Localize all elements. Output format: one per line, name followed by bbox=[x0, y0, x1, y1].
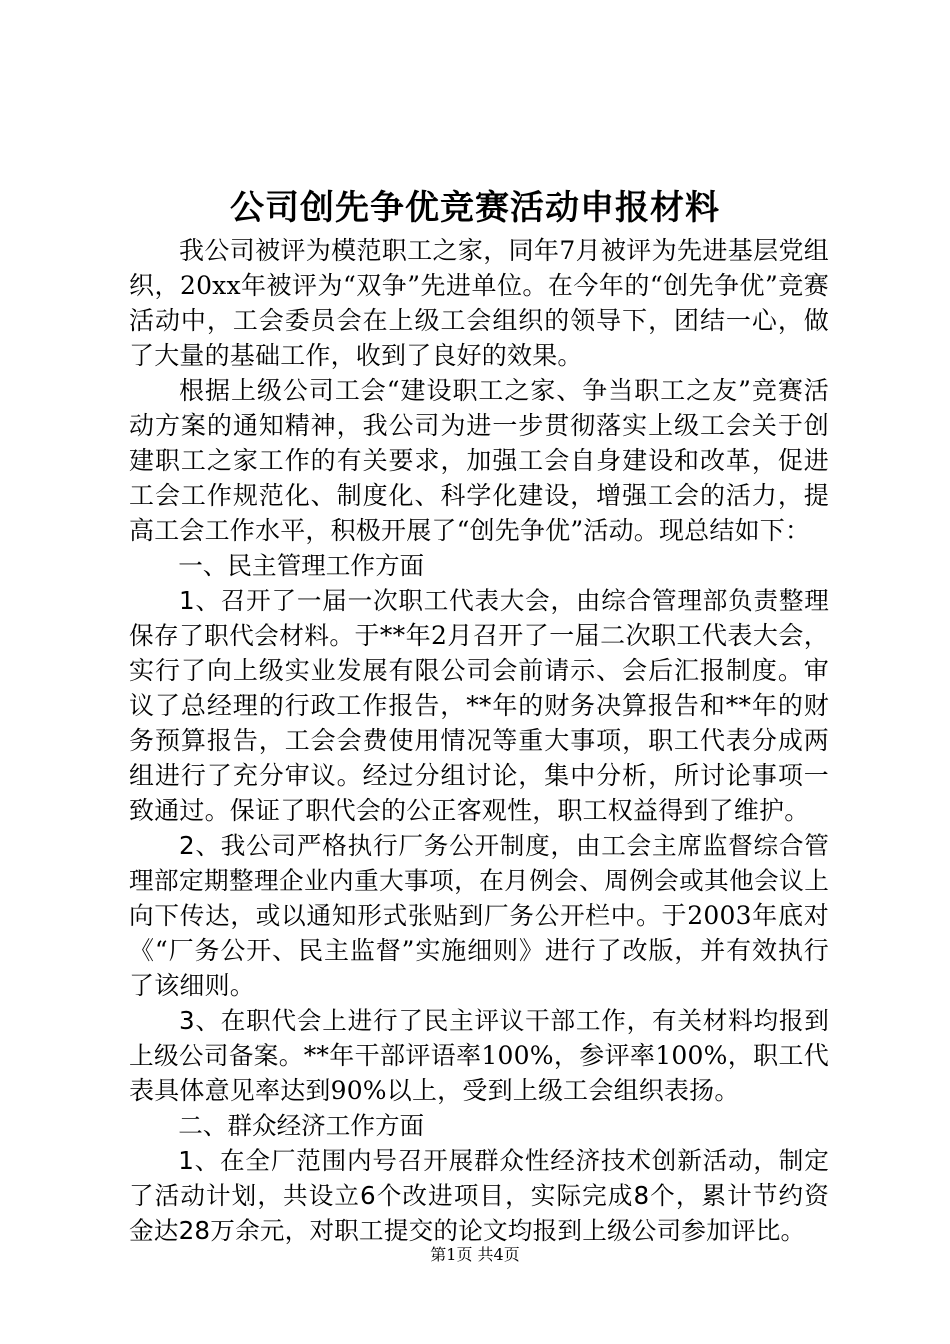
item-2-1: 1、在全厂范围内号召开展群众性经济技术创新活动，制定了活动计划，共设立6个改进项目，实际完成8个，累计节约资金达28万余元，对职工提交的论文均报到上级公司参加评比。 bbox=[129, 1146, 829, 1245]
section-heading-mass-economic-work: 二、群众经济工作方面 bbox=[178, 1111, 425, 1140]
document-title: 公司创先争优竞赛活动申报材料 bbox=[230, 188, 720, 228]
item-1-3-lead: 3、在职代会上进行了民主评议干部工作，有关材料均报到上级公司备案。 bbox=[129, 1006, 829, 1070]
section-heading-democratic-management: 一、民主管理工作方面 bbox=[178, 551, 425, 580]
item-1-1 bbox=[129, 583, 829, 828]
background-paragraph: 根据上级公司工会“建设职工之家、争当职工之友”竞赛活动方案的通知精神，我公司为进一步贯彻落实上级工会关于创建职工之家工作的有关要求，加强工会自身建设和改革，促进工会工作规范化、制度化、科学化建设，增强工会的活力，提高工会工作水平，积极开展了“创先争优”活动。现总结如下： bbox=[129, 376, 829, 545]
item-1-1-rest: 于**年2月召开了一届二次职工代表大会，实行了向上级实业发展有限公司会前请示、会后汇报制度。审议了总经理的行政工作报告，**年的财务决算报告和**年的财务预算报告，工会会费使用情况等重大事项，职工代表分成两组进行了充分审议。经过分组讨论，集中分析，所讨论事项一致通过。保证了职代会的公正客观性，职工权益得到了维护。 bbox=[129, 621, 829, 825]
item-1-2-lead: 2、我公司严格执行厂务公开制度，由工会主席监督综合管理部定期整理企业内重大事项，在月例会、周例会或其他会议上向下传达，或以通知形式张贴到厂务公开栏中。 bbox=[129, 831, 829, 930]
item-1-2-rest: 于2003年底对《“厂务公开、民主监督”实施细则》进行了改版，并有效执行了该细则。 bbox=[129, 901, 829, 1000]
item-1-3-rest: **年干部评语率100%，参评率100%，职工代表具体意见率达到90%以上，受到上级工会组织表扬。 bbox=[129, 1041, 829, 1105]
intro-paragraph: 我公司被评为模范职工之家，同年7月被评为先进基层党组织，20xx年被评为“双争”先进单位。在今年的“创先争优”竞赛活动中，工会委员会在上级工会组织的领导下，团结一心，做了大量的基础工作，收到了良好的效果。 bbox=[129, 236, 829, 370]
item-1-1-lead: 1、召开了一届一次职工代表大会，由综合管理部负责整理保存了职代会材料。 bbox=[129, 586, 829, 650]
item-1-2 bbox=[129, 828, 829, 1003]
document-body bbox=[129, 233, 829, 1248]
page-footer: 第1页 共4页 bbox=[430, 1245, 520, 1264]
item-1-3 bbox=[129, 1003, 829, 1108]
